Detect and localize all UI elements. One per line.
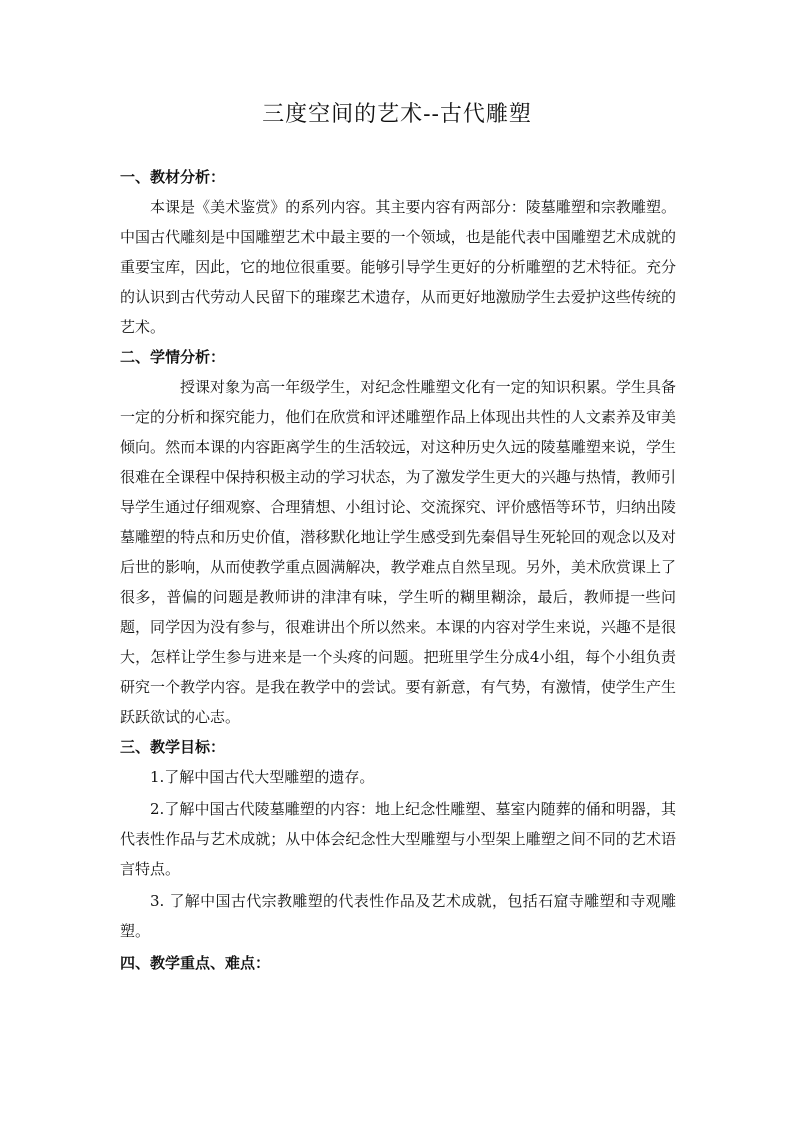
section-heading-teaching-goals: 三、教学目标： <box>120 738 226 756</box>
document-title: 三度空间的艺术--古代雕塑 <box>262 102 532 127</box>
section-heading-textbook-analysis: 一、教材分析： <box>120 168 226 186</box>
section-heading-student-analysis: 二、学情分析： <box>120 348 226 366</box>
goal-item-3: 3. 了解中国古代宗教雕塑的代表性作品及艺术成就，包括石窟寺雕塑和寺观雕塑。 <box>120 892 676 940</box>
goal-item-2: 2.了解中国古代陵墓雕塑的内容：地上纪念性雕塑、墓室内随葬的俑和明器，其代表性作品与艺术成就；从中体会纪念性大型雕塑与小型架上雕塑之间不同的艺术语言特点。 <box>120 800 676 878</box>
document-body <box>120 162 676 978</box>
paragraph-textbook-analysis: 本课是《美术鉴赏》的系列内容。其主要内容有两部分：陵墓雕塑和宗教雕塑。中国古代雕刻是中国雕塑艺术中最主要的一个领域，也是能代表中国雕塑艺术成就的重要宝库，因此，它的地位很重要。能够引导学生更好的分析雕塑的艺术特征。充分的认识到古代劳动人民留下的璀璨艺术遗存，从而更好地激励学生去爱护这些传统的艺术。 <box>120 198 676 336</box>
goal-item-1: 1.了解中国古代大型雕塑的遗存。 <box>150 768 375 786</box>
section-heading-key-points: 四、教学重点、难点： <box>120 954 271 972</box>
paragraph-student-analysis: 授课对象为高一年级学生，对纪念性雕塑文化有一定的知识积累。学生具备一定的分析和探究能力，他们在欣赏和评述雕塑作品上体现出共性的人文素养及审美倾向。然而本课的内容距离学生的生活较远，对这种历史久远的陵墓雕塑来说，学生很难在全课程中保持积极主动的学习状态，为了激发学生更大的兴趣与热情，教师引导学生通过仔细观察、合理猜想、小组讨论、交流探究、评价感悟等环节，归纳出陵墓雕塑的特点和历史价值，潜移默化地让学生感受到先秦倡导生死轮回的观念以及对后世的影响，从而使教学重点圆满解决，教学难点自然呈现。另外，美术欣赏课上了很多，普偏的问题是教师讲的津津有味，学生听的糊里糊涂，最后，教师提一些问题，同学因为没有参与，很难讲出个所以然来。本课的内容对学生来说，兴趣不是很大，怎样让学生参与进来是一个头疼的问题。把班里学生分成4小组，每个小组负责研究一个教学内容。是我在教学中的尝试。要有新意，有气势，有激情，使学生产生跃跃欲试的心志。 <box>120 378 676 726</box>
